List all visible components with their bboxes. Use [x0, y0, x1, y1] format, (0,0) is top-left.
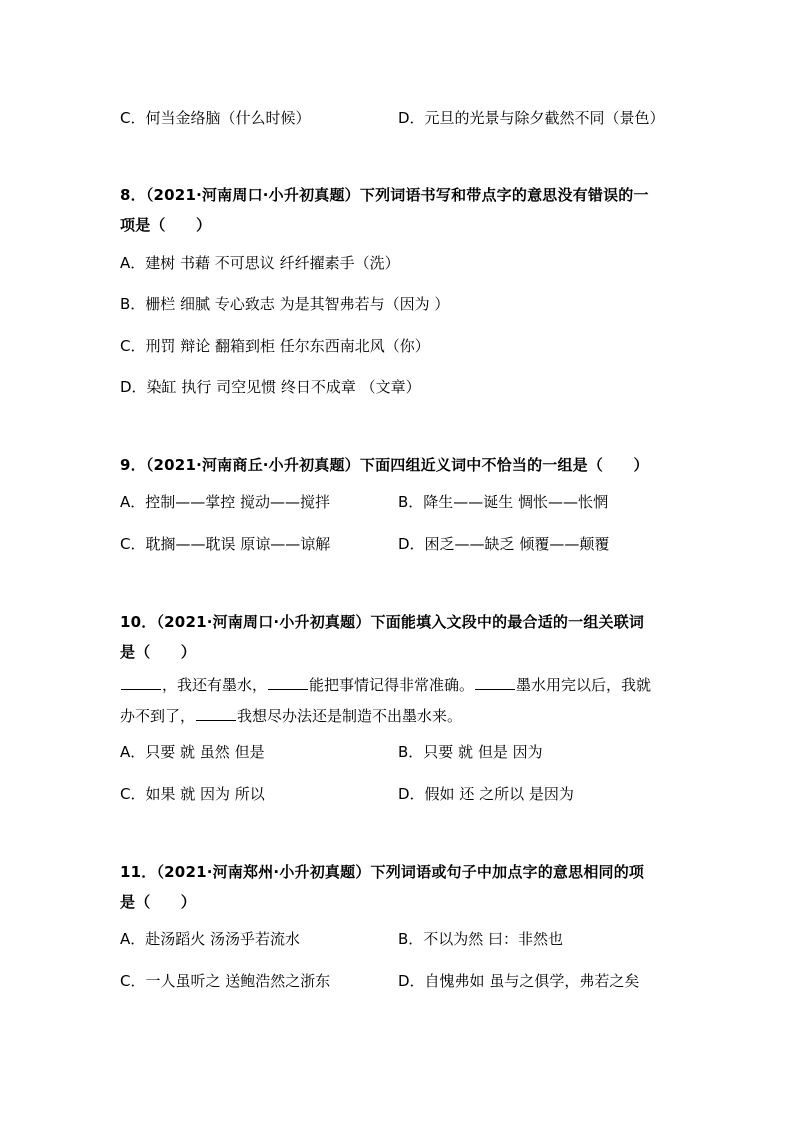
blank-2 — [268, 675, 308, 690]
q11-option-c: C．一人虽听之 送鲍浩然之浙东 — [120, 972, 331, 990]
q10-para1-a: ，我还有墨水， — [162, 676, 268, 694]
q8-option-c: C．刑罚 辩论 翻箱到柜 任尔东西南北风（你） — [120, 337, 430, 355]
q11-stem-line1: 11．（2021·河南郑州·小升初真题）下列词语或句子中加点字的意思相同的项 — [120, 863, 645, 881]
q9-option-d: D．困乏——缺乏 倾覆——颠覆 — [398, 535, 610, 553]
q8-option-a: A．建树 书藉 不可思议 纤纤擢素手（洗） — [120, 254, 400, 272]
q8-stem-line1: 8．（2021·河南周口·小升初真题）下列词语书写和带点字的意思没有错误的一 — [120, 186, 649, 204]
q10-paragraph-line1 — [120, 675, 651, 695]
q10-option-d: D．假如 还 之所以 是因为 — [398, 785, 574, 803]
q10-para2-a: 办不到了， — [120, 707, 196, 725]
blank-3 — [475, 675, 515, 690]
q8-option-b: B．栅栏 细腻 专心致志 为是其智弗若与（因为 ） — [120, 295, 450, 313]
q9-option-b: B．降生——诞生 惆怅——怅惘 — [398, 493, 609, 511]
blank-4 — [196, 706, 236, 721]
q10-stem-line1: 10．（2021·河南周口·小升初真题）下面能填入文段中的最合适的一组关联词 — [120, 613, 645, 631]
q7-option-d: D．元旦的光景与除夕截然不同（景色） — [398, 109, 665, 127]
blank-1 — [121, 675, 161, 690]
q10-stem-line2: 是（ ） — [120, 643, 197, 661]
q10-option-c: C．如果 就 因为 所以 — [120, 785, 265, 803]
q10-paragraph-line2 — [120, 706, 462, 726]
q11-option-d: D．自愧弗如 虽与之俱学，弗若之矣 — [398, 972, 640, 990]
q10-para1-b: 能把事情记得非常准确。 — [309, 676, 475, 694]
q10-para1-c: 墨水用完以后，我就 — [516, 676, 652, 694]
q9-option-a: A．控制——掌控 搅动——搅拌 — [120, 493, 331, 511]
q9-option-c: C．耽搁——耽误 原谅——谅解 — [120, 535, 331, 553]
q10-para2-b: 我想尽办法还是制造不出墨水来。 — [237, 707, 463, 725]
q11-option-b: B．不以为然 曰：非然也 — [398, 930, 564, 948]
q10-option-b: B．只要 就 但是 因为 — [398, 743, 543, 761]
q8-option-d: D．染缸 执行 司空见惯 终日不成章 （文章） — [120, 378, 421, 396]
q7-option-c: C．何当金络脑（什么时候） — [120, 109, 311, 127]
q10-option-a: A．只要 就 虽然 但是 — [120, 743, 265, 761]
q11-option-a: A．赴汤蹈火 汤汤乎若流水 — [120, 930, 301, 948]
q9-stem: 9．（2021·河南商丘·小升初真题）下面四组近义词中不恰当的一组是（ ） — [120, 456, 649, 474]
q11-stem-line2: 是（ ） — [120, 893, 197, 911]
q8-stem-line2: 项是（ ） — [120, 216, 212, 234]
